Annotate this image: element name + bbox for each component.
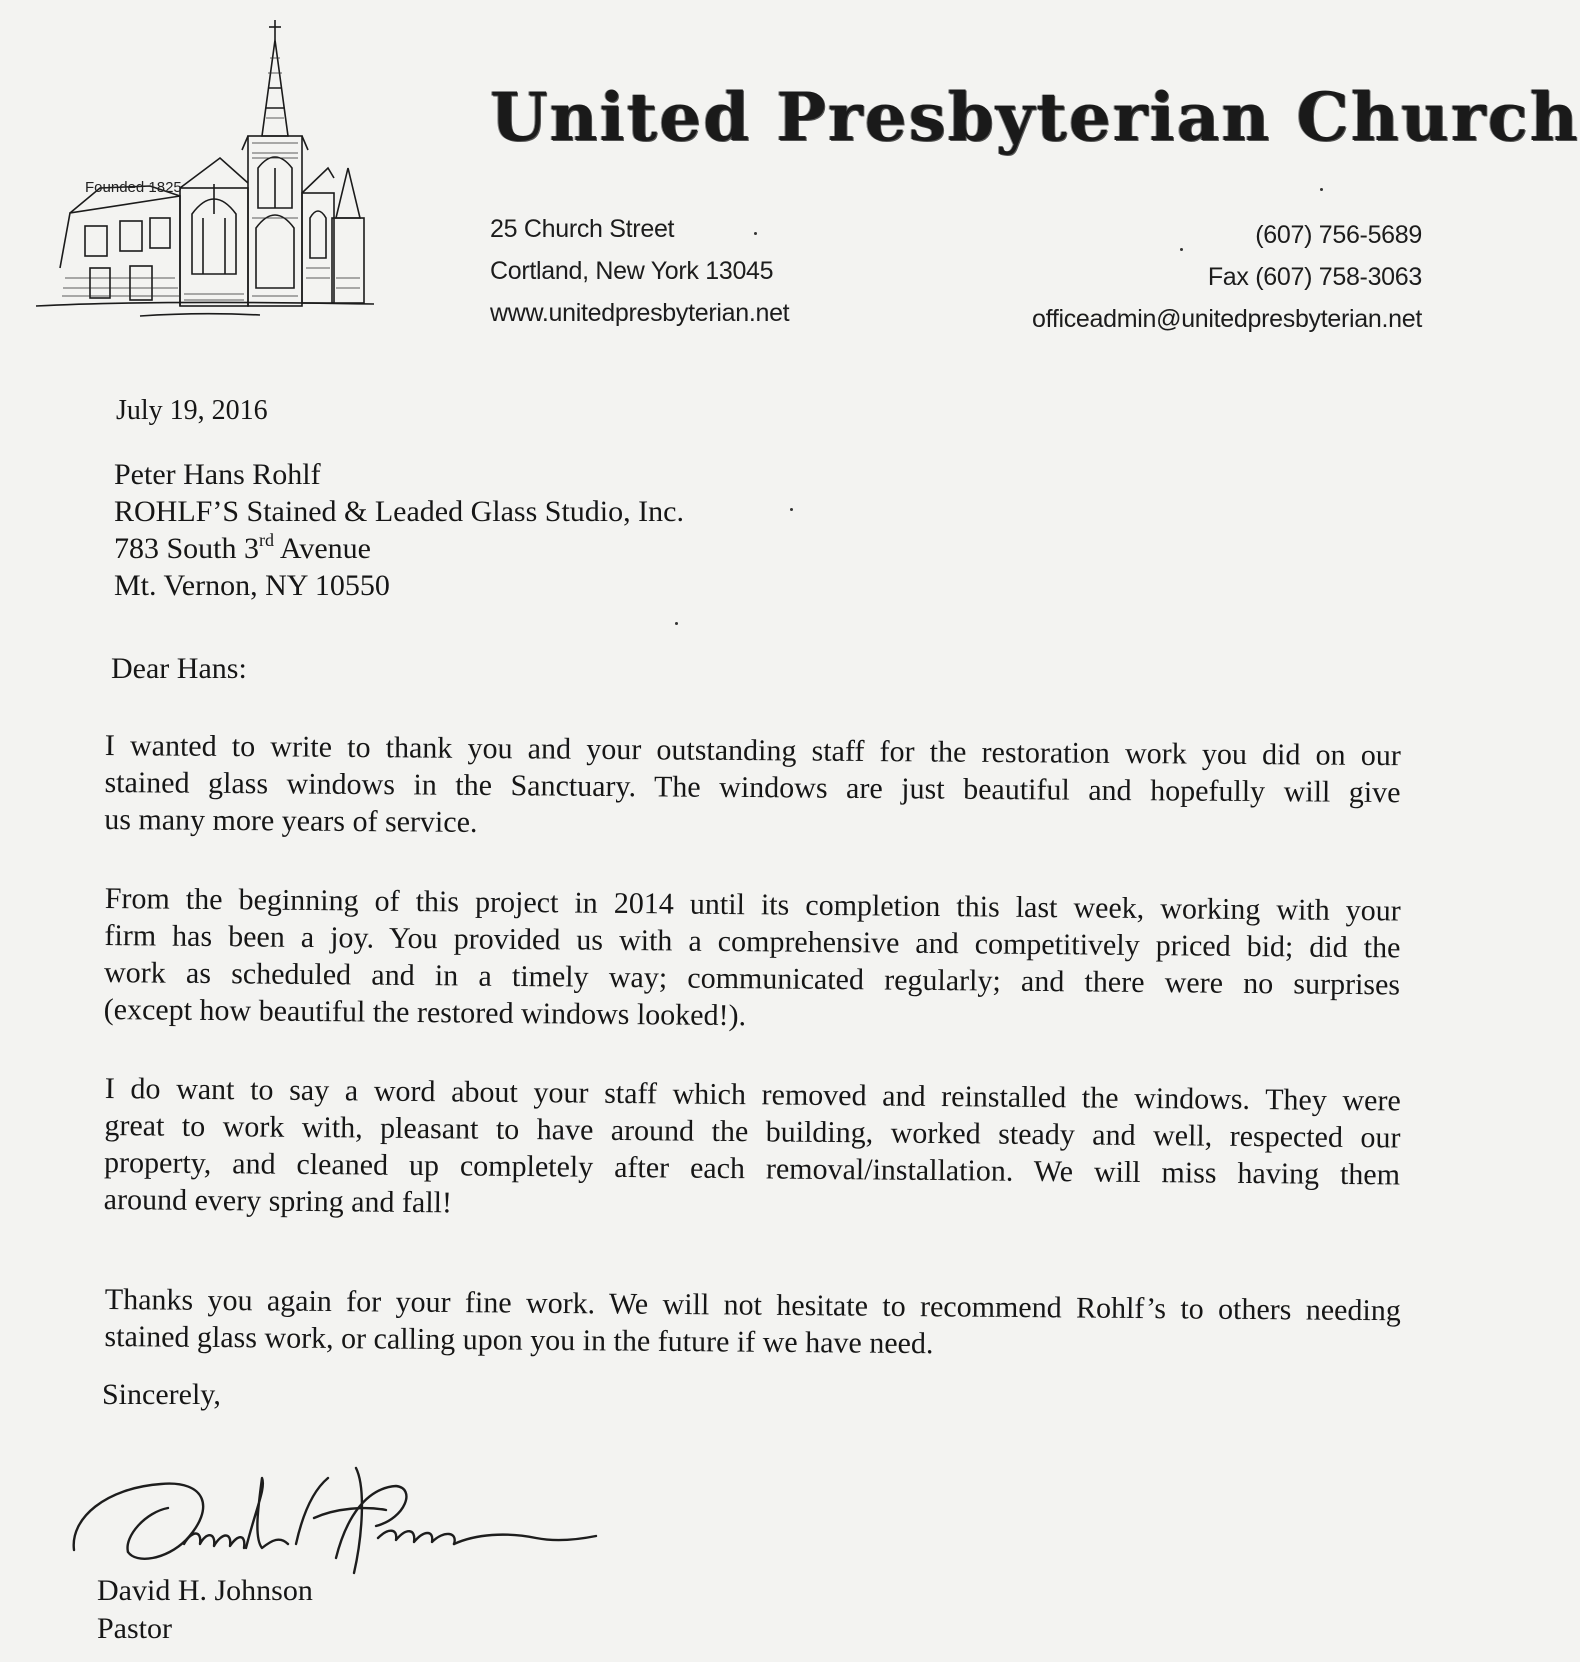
recipient-city: Mt. Vernon, NY 10550: [114, 569, 390, 602]
signer-title: Pastor: [97, 1612, 172, 1645]
street-number-part: 783 South 3: [114, 532, 260, 565]
recipient-street: [114, 530, 684, 567]
church-website: www.unitedpresbyterian.net: [490, 299, 790, 327]
recipient-name: Peter Hans Rohlf: [114, 458, 321, 491]
scan-speck: [675, 622, 678, 625]
body-line: From the beginning of this project in 2014 until its completion this last week, working with your: [104, 881, 1401, 928]
handwritten-signature: [66, 1448, 636, 1583]
church-address-block: [490, 208, 789, 334]
recipient-company: ROHLF’S Stained & Leaded Glass Studio, Inc.: [114, 495, 684, 528]
body-line: firm has been a joy. You provided us with a comprehensive and competitively priced bid; did the: [104, 918, 1401, 965]
body-line: great to work with, pleasant to have around the building, worked steady and well, respected our: [104, 1108, 1401, 1155]
body-line: stained glass work, or calling upon you in the future if we have need.: [104, 1319, 934, 1361]
church-illustration: [30, 18, 378, 322]
body-line: (except how beautiful the restored windows looked!).: [103, 992, 747, 1033]
body-paragraph-1: [104, 727, 1401, 848]
body-line: us many more years of service.: [104, 802, 478, 839]
body-line: I do want to say a word about your staff which removed and reinstalled the windows. They were: [104, 1071, 1401, 1118]
body-paragraph-2: [104, 880, 1401, 1040]
body-line: work as scheduled and in a timely way; communicated regularly; and there were no surprises: [103, 955, 1401, 1002]
body-line: I wanted to write to thank you and your outstanding staff for the restoration work you did on our: [104, 728, 1401, 773]
phone-number: (607) 756-5689: [1255, 221, 1422, 249]
church-name-title: United Presbyterian Church: [490, 78, 1580, 156]
church-contact-block: [1032, 214, 1422, 340]
recipient-address: [114, 456, 684, 604]
body-line: stained glass windows in the Sanctuary. The windows are just beautiful and hopefully will give: [104, 765, 1401, 810]
address-city: Cortland, New York 13045: [490, 257, 774, 285]
body-paragraph-3: [104, 1070, 1401, 1230]
signer-block: [97, 1572, 313, 1648]
salutation: Dear Hans:: [111, 652, 247, 685]
signer-name: David H. Johnson: [97, 1574, 313, 1607]
street-name-part: Avenue: [274, 532, 371, 565]
scan-speck: [1180, 248, 1183, 251]
closing: Sincerely,: [102, 1378, 221, 1411]
body-line: property, and cleaned up completely after each removal/installation. We will miss having them: [103, 1145, 1401, 1192]
office-email: officeadmin@unitedpresbyterian.net: [1032, 305, 1422, 333]
founded-label: Founded 1825: [85, 179, 182, 196]
letter-date: July 19, 2016: [116, 395, 268, 426]
scan-speck: [790, 508, 793, 511]
body-line: around every spring and fall!: [103, 1182, 453, 1220]
fax-number: Fax (607) 758-3063: [1207, 263, 1422, 291]
address-street: 25 Church Street: [490, 215, 675, 243]
street-ordinal-suffix: rd: [259, 530, 275, 550]
body-line: Thanks you again for your fine work. We will not hesitate to recommend Rohlf’s to others needing: [104, 1282, 1401, 1328]
scan-speck: [754, 232, 757, 235]
body-paragraph-4: [104, 1281, 1401, 1366]
scan-speck: [1320, 188, 1323, 191]
